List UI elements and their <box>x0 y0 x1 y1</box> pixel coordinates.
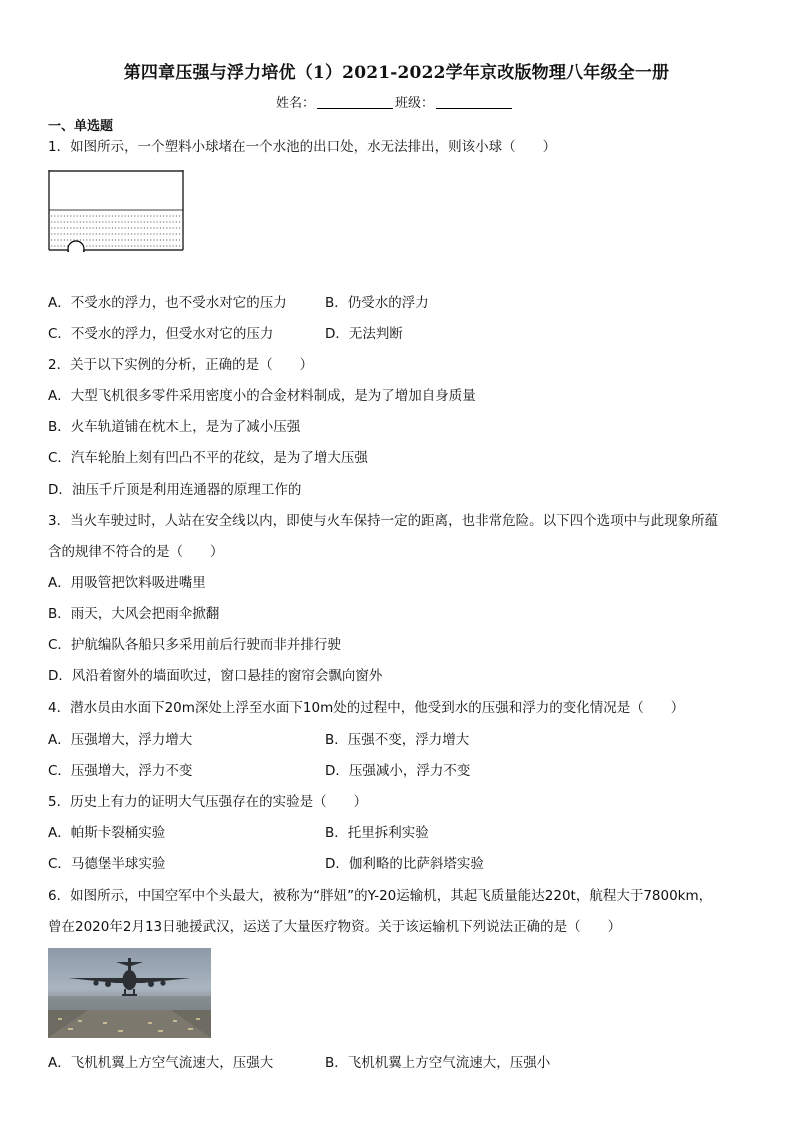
q3-option-a: A．用吸管把饮料吸进嘴里 <box>48 575 206 591</box>
q4-option-a: A．压强增大，浮力增大 <box>48 732 193 748</box>
q6-stem-line1: 6．如图所示，中国空军中个头最大，被称为“胖妞”的Y-20运输机，其起飞质量能达220t，航程大于7800km， <box>48 888 713 904</box>
q4-option-c: C．压强增大，浮力不变 <box>48 763 193 779</box>
q2-option-d: D．油压千斤顶是利用连通器的原理工作的 <box>48 482 302 498</box>
y20-aircraft-photo <box>48 948 211 1038</box>
name-class-line <box>276 92 514 111</box>
q3-option-b: B．雨天，大风会把雨伞掀翻 <box>48 606 220 622</box>
name-label: 姓名： <box>276 96 316 111</box>
q5-option-d: D．伽利略的比萨斜塔实验 <box>325 856 484 872</box>
q4-option-b: B．压强不变，浮力增大 <box>325 732 470 748</box>
q2-option-c: C．汽车轮胎上刻有凹凸不平的花纹，是为了增大压强 <box>48 450 368 466</box>
q3-stem-line2: 含的规律不符合的是（ ） <box>48 544 224 560</box>
q2-stem: 2．关于以下实例的分析，正确的是（ ） <box>48 357 314 373</box>
q2-option-a: A．大型飞机很多零件采用密度小的合金材料制成，是为了增加自身质量 <box>48 388 476 404</box>
q4-option-d: D．压强减小，浮力不变 <box>325 763 471 779</box>
q4-stem: 4．潜水员由水面下20m深处上浮至水面下10m处的过程中，他受到水的压强和浮力的变化情况是（ ） <box>48 700 685 716</box>
q5-stem: 5．历史上有力的证明大气压强存在的实验是（ ） <box>48 794 368 810</box>
q5-option-a: A．帕斯卡裂桶实验 <box>48 825 166 841</box>
q6-stem-line2: 曾在2020年2月13日驰援武汉，运送了大量医疗物资。关于该运输机下列说法正确的是（ ） <box>48 919 622 935</box>
q5-option-c: C．马德堡半球实验 <box>48 856 166 872</box>
q1-option-b: B．仍受水的浮力 <box>325 295 429 311</box>
q1-option-d: D．无法判断 <box>325 326 403 342</box>
class-blank <box>436 95 512 109</box>
q5-option-b: B．托里拆利实验 <box>325 825 429 841</box>
q3-option-c: C．护航编队各船只多采用前后行驶而非并排行驶 <box>48 637 341 653</box>
q1-option-a: A．不受水的浮力，也不受水对它的压力 <box>48 295 287 311</box>
q1-option-c: C．不受水的浮力，但受水对它的压力 <box>48 326 274 342</box>
q6-option-a: A．飞机机翼上方空气流速大，压强大 <box>48 1055 274 1071</box>
q6-option-b: B．飞机机翼上方空气流速大，压强小 <box>325 1055 551 1071</box>
section-heading: 一、单选题 <box>48 119 114 134</box>
q3-stem-line1: 3．当火车驶过时，人站在安全线以内，即使与火车保持一定的距离，也非常危险。以下四个选项中与此现象所蕴 <box>48 513 719 529</box>
class-label: 班级： <box>395 96 435 111</box>
name-blank <box>317 95 393 109</box>
aircraft-image <box>48 948 211 1038</box>
q3-option-d: D．风沿着窗外的墙面吹过，窗口悬挂的窗帘会飘向窗外 <box>48 668 383 684</box>
water-tank-figure <box>48 170 184 252</box>
document-title: 第四章压强与浮力培优（1）2021-2022学年京改版物理八年级全一册 <box>123 63 670 83</box>
q1-stem: 1．如图所示，一个塑料小球堵在一个水池的出口处，水无法排出，则该小球（ ） <box>48 139 557 155</box>
q2-option-b: B．火车轨道铺在枕木上，是为了减小压强 <box>48 419 301 435</box>
